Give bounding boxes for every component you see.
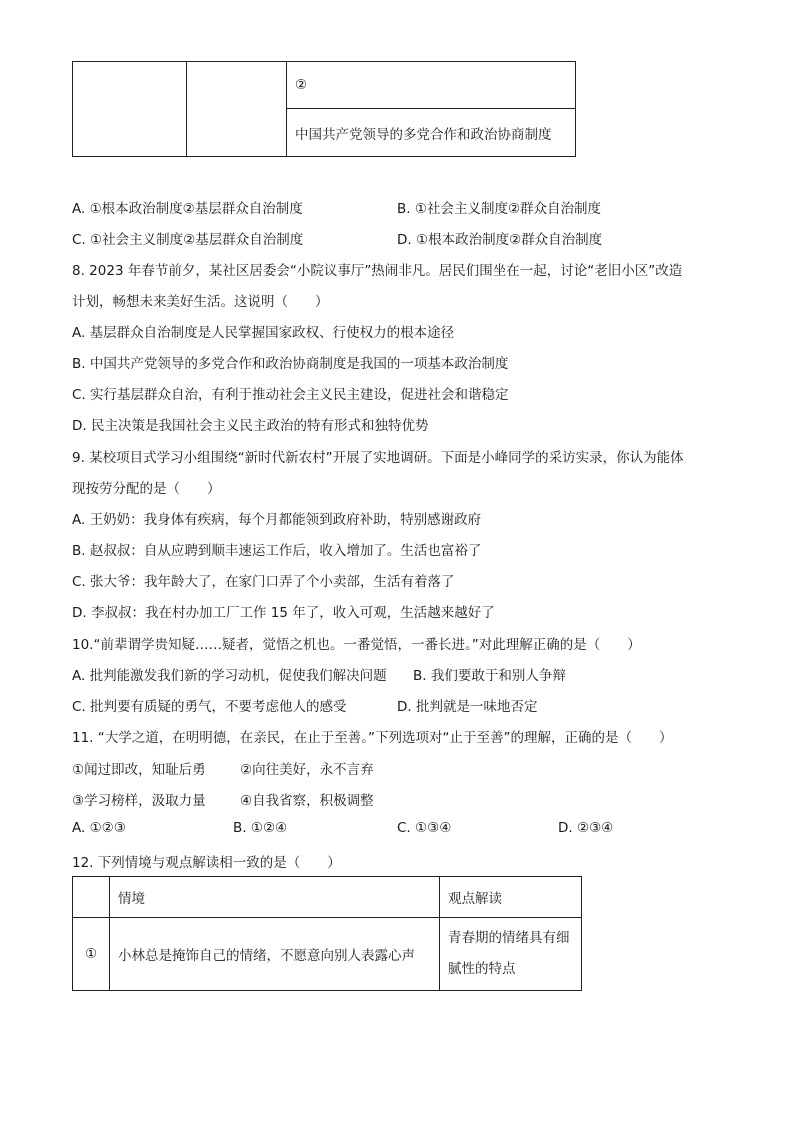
q10-stem: 10.“前辈谓学贵知疑……疑者，觉悟之机也。一番觉悟，一番长进。”对此理解正确的是（ ）: [72, 637, 641, 653]
q11-item-3: ③学习榜样，汲取力量: [72, 793, 206, 809]
q11-option-c: C. ①③④: [397, 820, 452, 836]
table-header-view: 观点解读: [440, 877, 582, 918]
table-cell-blank-2: ②: [287, 62, 576, 109]
table-header-situation: 情境: [110, 877, 440, 918]
q11-item-2: ②向往美好，永不言弃: [240, 762, 374, 778]
table-cell-view-line1: 青春期的情绪具有细: [448, 930, 570, 946]
q8-option-d: D. 民主决策是我国社会主义民主政治的特有形式和独特优势: [72, 418, 429, 434]
q7-option-a: A. ①根本政治制度②基层群众自治制度: [72, 201, 303, 217]
q11-item-4: ④自我省察，积极调整: [240, 793, 374, 809]
q10-option-b: B. 我们要敢于和别人争辩: [413, 668, 566, 684]
q10-option-a: A. 批判能激发我们新的学习动机，促使我们解决问题: [72, 668, 387, 684]
q9-option-b: B. 赵叔叔：自从应聘到顺丰速运工作后，收入增加了。生活也富裕了: [72, 543, 482, 559]
q12-stem: 12. 下列情境与观点解读相一致的是（ ）: [72, 855, 341, 871]
q7-option-b: B. ①社会主义制度②群众自治制度: [397, 201, 602, 217]
q7-option-c: C. ①社会主义制度②基层群众自治制度: [72, 232, 304, 248]
q8-stem-line1: 8. 2023 年春节前夕，某社区居委会“小院议事厅”热闹非凡。居民们围坐在一起，讨论“老旧小区”改造: [72, 263, 683, 279]
q11-option-a: A. ①②③: [72, 820, 126, 836]
q9-stem-line2: 现按劳分配的是（ ）: [72, 481, 221, 497]
q7-option-d: D. ①根本政治制度②群众自治制度: [397, 232, 603, 248]
table-cell-situation: 小林总是掩饰自己的情绪，不愿意向别人表露心声: [110, 918, 440, 991]
table-row-number: ①: [73, 918, 110, 991]
q8-stem-line2: 计划，畅想未来美好生活。这说明（ ）: [72, 294, 329, 310]
q11-item-1: ①闻过即改，知耻后勇: [72, 762, 206, 778]
table-header-empty: [73, 877, 110, 918]
q10-option-d: D. 批判就是一味地否定: [397, 699, 538, 715]
q12-table: [72, 876, 582, 991]
q9-stem-line1: 9. 某校项目式学习小组围绕“新时代新农村”开展了实地调研。下面是小峰同学的采访实录，你认为能体: [72, 450, 684, 466]
q11-option-d: D. ②③④: [558, 820, 614, 836]
table-cell-system: 中国共产党领导的多党合作和政治协商制度: [287, 109, 576, 157]
q9-option-c: C. 张大爷：我年龄大了，在家门口弄了个小卖部，生活有着落了: [72, 574, 455, 590]
table-cell-view-line2: 腻性的特点: [448, 961, 516, 977]
q9-option-a: A. 王奶奶：我身体有疾病，每个月都能领到政府补助，特别感谢政府: [72, 512, 482, 528]
q11-option-b: B. ①②④: [233, 820, 288, 836]
q10-option-c: C. 批判要有质疑的勇气，不要考虑他人的感受: [72, 699, 347, 715]
table-cell-empty: [73, 62, 187, 157]
options-table-top: [72, 61, 576, 157]
q9-option-d: D. 李叔叔：我在村办加工厂工作 15 年了，收入可观，生活越来越好了: [72, 605, 495, 621]
table-cell-empty: [187, 62, 287, 157]
table-cell-view: [440, 918, 582, 991]
q8-option-c: C. 实行基层群众自治，有利于推动社会主义民主建设，促进社会和谐稳定: [72, 387, 509, 403]
q8-option-a: A. 基层群众自治制度是人民掌握国家政权、行使权力的根本途径: [72, 325, 455, 341]
q11-stem: 11. “大学之道，在明明德，在亲民，在止于至善。”下列选项对“止于至善”的理解，正确的是（ ）: [72, 730, 673, 746]
q8-option-b: B. 中国共产党领导的多党合作和政治协商制度是我国的一项基本政治制度: [72, 356, 509, 372]
